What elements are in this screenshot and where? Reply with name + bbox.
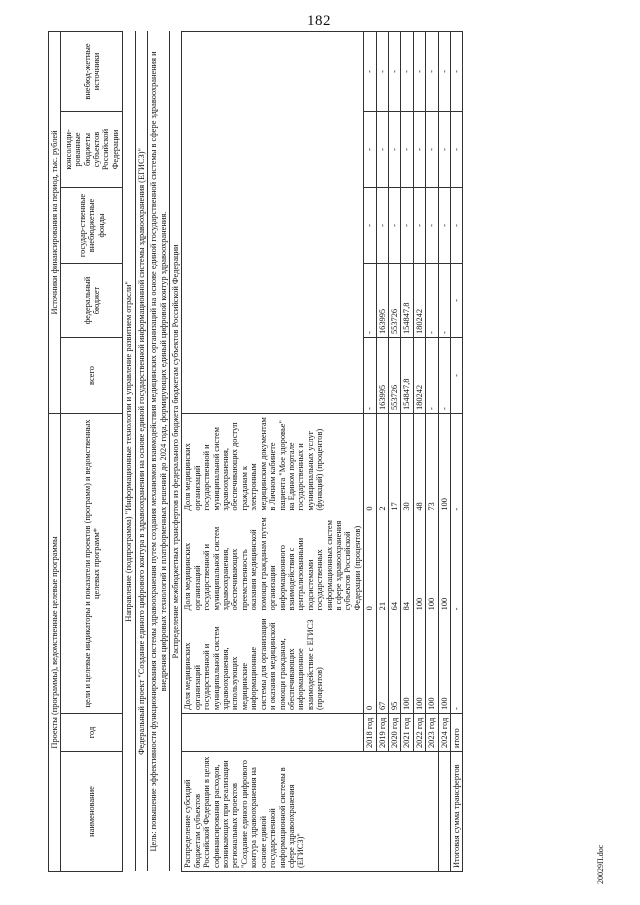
value-federal: 553726 — [388, 264, 400, 338]
value-i2: 0 — [365, 606, 375, 611]
value-i1: 0 — [365, 705, 375, 710]
header-projects-group: Проекты (программы), ведомственные целевые программы — [49, 414, 61, 872]
value-total: 553726 — [388, 338, 400, 414]
row-name-continued — [438, 752, 450, 872]
value-extra: - — [376, 31, 388, 111]
value-i3: 30 — [402, 502, 412, 511]
value-federal: - — [438, 264, 450, 338]
rotated-table-sheet — [48, 32, 638, 872]
page-number: 182 — [307, 13, 331, 29]
value-extra: - — [388, 31, 400, 111]
total-row — [451, 31, 463, 871]
header-total: всего — [61, 338, 123, 414]
row-name: Распределение субсидий бюджетам субъектов Российской Федерации в целях софинансирования расходов, возникающих при реализации региональных проектов "Создание единого цифрового контура здравоохранения на основе единой государственной информационной системы в сфере здравоохранения (ЕГИСЗ)" — [182, 752, 438, 872]
value-federal: 180242 — [413, 264, 425, 338]
row-year: 2020 год — [388, 714, 400, 752]
value-i3: 0 — [365, 506, 375, 511]
value-consolidated: - — [451, 112, 463, 188]
value-i3: - — [452, 507, 461, 511]
value-state: - — [364, 188, 376, 264]
value-total: 163995 — [376, 338, 388, 414]
value-i3: 17 — [389, 502, 399, 511]
table-row — [401, 31, 413, 871]
value-extra: - — [451, 31, 463, 111]
value-consolidated: - — [438, 112, 450, 188]
indicators-label-spacer — [182, 714, 364, 752]
value-i1: 100 — [402, 697, 412, 710]
total-row-label: Итоговая сумма трансфертов — [451, 752, 463, 872]
value-extra: - — [426, 31, 438, 111]
value-i1: 100 — [439, 697, 449, 710]
project-title: Федеральный проект "Создание единого цифрового контура в здравоохранении на основе единой государственной информационной системы здравоохранения (ЕГИСЗ)" — [135, 31, 147, 871]
value-state: - — [426, 188, 438, 264]
value-extra: - — [364, 31, 376, 111]
value-consolidated: - — [388, 112, 400, 188]
value-federal: 154847,8 — [401, 264, 413, 338]
value-total: 154847,8 — [401, 338, 413, 414]
value-i3: 73 — [427, 502, 437, 511]
value-i1: 67 — [377, 701, 387, 710]
table-row — [364, 31, 376, 871]
value-state: - — [438, 188, 450, 264]
direction-title: Направление (подпрограмма) "Информационные технологии и управление развитием отрасли" — [123, 31, 135, 871]
value-federal: - — [364, 264, 376, 338]
financing-table — [48, 31, 463, 872]
indicators-financing-spacer — [182, 31, 364, 413]
row-year: 2018 год — [364, 714, 376, 752]
row-year: 2022 год — [413, 714, 425, 752]
value-state: - — [401, 188, 413, 264]
value-i2: - — [452, 607, 461, 611]
row-year: 2019 год — [376, 714, 388, 752]
goal-text: Цель: повышение эффективности функционирования системы здравоохранения путем создания механизмов взаимодействия медицинских организаций на основе единой государственной системы в сфере здравоохранения и внедрения цифровых технологий и платформенных решений до 2024 года, формирующих единый цифровой контур здравоохранения. — [148, 31, 170, 871]
value-federal: - — [426, 264, 438, 338]
value-i3: 100 — [439, 498, 449, 511]
value-i2: 100 — [414, 597, 424, 611]
value-extra: - — [401, 31, 413, 111]
value-consolidated: - — [364, 112, 376, 188]
value-consolidated: - — [426, 112, 438, 188]
value-total: - — [364, 338, 376, 414]
header-extrabudgetary: внебюд-жетные источники — [61, 31, 123, 111]
value-state: - — [376, 188, 388, 264]
value-total: - — [438, 338, 450, 414]
value-i2: 64 — [389, 601, 399, 611]
header-year: год — [61, 714, 123, 752]
table-row — [426, 31, 438, 871]
indicator-1: Доля медицинских организаций государственной и муниципальной систем здравоохранения, использующих медицинские информационные системы для организации и оказания медицинской помощи гражданам, обеспечивающих информационное взаимодействие с ЕГИСЗ (процентов) — [183, 618, 325, 710]
value-i1: 100 — [427, 697, 437, 710]
value-i2: 100 — [427, 597, 437, 611]
header-name: наименование — [61, 752, 123, 872]
table-row — [438, 31, 450, 871]
header-financing-group: Источники финансирования на период, тыс. рублей — [49, 31, 61, 413]
row-year: 2021 год — [401, 714, 413, 752]
value-i1: 100 — [414, 697, 424, 710]
value-state: - — [451, 188, 463, 264]
value-i2: 21 — [377, 601, 387, 611]
indicator-definitions — [182, 414, 364, 714]
header-federal-budget: федеральный бюджет — [61, 264, 123, 338]
indicator-3: Доля медицинских организаций государственной и муниципальной систем здравоохранения, обеспечивающих доступ гражданам к электронным медицинским документам в Личном кабинете пациента "Мое здоровье" на Едином портале государственных и муниципальных услуг (функций) (процентов) — [183, 417, 325, 511]
value-extra: - — [438, 31, 450, 111]
total-row-year: итого — [451, 714, 463, 752]
value-extra: - — [413, 31, 425, 111]
table-row — [413, 31, 425, 871]
value-consolidated: - — [413, 112, 425, 188]
value-i2: 100 — [439, 597, 449, 611]
value-consolidated: - — [376, 112, 388, 188]
value-federal: 163995 — [376, 264, 388, 338]
row-year: 2023 год — [426, 714, 438, 752]
indicator-2: Доля медицинских организаций государственной и муниципальной систем здравоохранения, обеспечивающих преемственность оказания медицинской помощи гражданам путем организации информационного взаимодействия с централизованными подсистемами государственных информационных систем в сфере здравоохранения субъектов Российской Федерации (процентов) — [183, 517, 362, 611]
value-total: - — [426, 338, 438, 414]
header-indicators: цели и целевые индикаторы и показатели проектов (программ) и ведомственных целевых программ* — [61, 414, 123, 714]
value-consolidated: - — [401, 112, 413, 188]
header-consolidated-budgets: консолиди-рованные бюджеты субъектов Российской Федерации — [61, 112, 123, 188]
value-state: - — [388, 188, 400, 264]
header-state-funds: государ-ственные внебюджетные фонды — [61, 188, 123, 264]
value-i3: 2 — [377, 506, 387, 511]
value-total: - — [451, 338, 463, 414]
footer-file-name: 20029П.doc — [596, 844, 605, 884]
value-federal: - — [451, 264, 463, 338]
value-total: 180242 — [413, 338, 425, 414]
subsection-title: Распределение межбюджетных трансфертов из федерального бюджета бюджетам субъектов Российской Федерации — [170, 31, 182, 871]
value-i1: - — [452, 707, 461, 710]
value-i2: 84 — [402, 601, 412, 611]
row-year: 2024 год — [438, 714, 450, 752]
value-i1: 95 — [389, 701, 399, 710]
table-row — [388, 31, 400, 871]
value-i3: 48 — [414, 502, 424, 511]
table-row — [376, 31, 388, 871]
value-state: - — [413, 188, 425, 264]
